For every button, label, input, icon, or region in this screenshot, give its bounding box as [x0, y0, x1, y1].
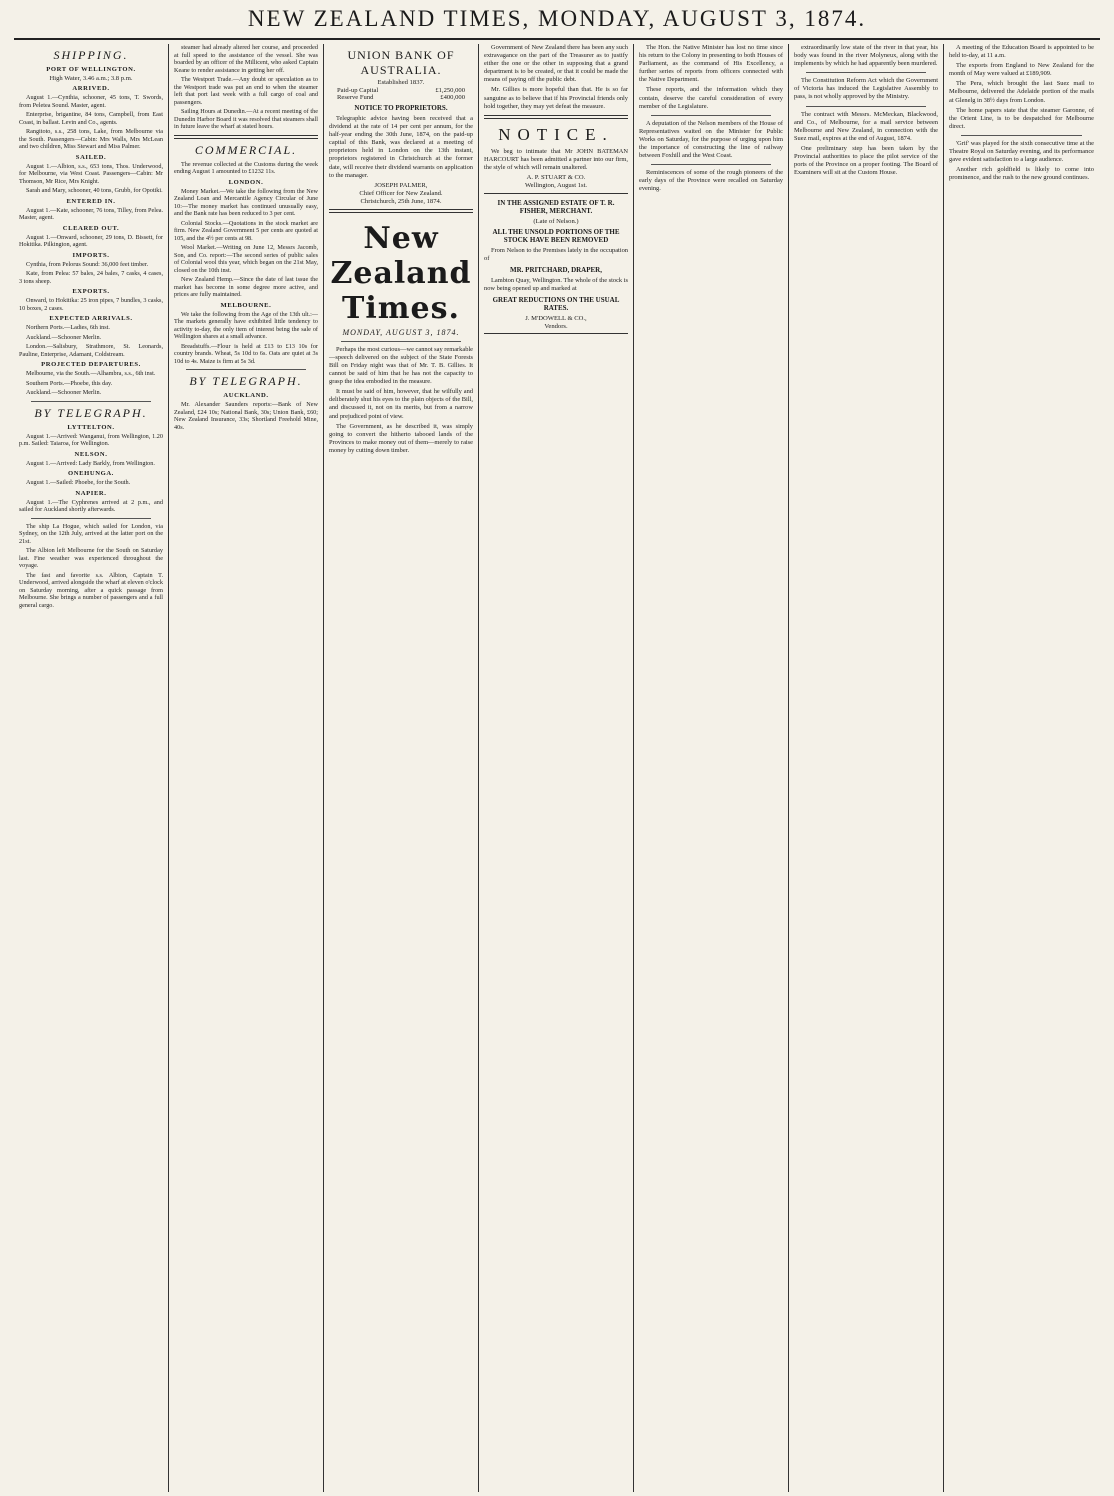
section-title: SHIPPING. [53, 48, 129, 62]
paragraph: Reminiscences of some of the rough pioneers of the early days of the Province were recalled on Saturday evening. [639, 169, 783, 193]
paragraph: Onward, to Hokitika: 25 iron pipes, 7 bundles, 3 casks, 10 boxes, 2 cases. [19, 297, 163, 312]
paragraph: August 1.—Kate, schooner, 76 tons, Tilley, from Pelea. Master, agent. [19, 206, 164, 221]
paragraph: It must be said of him, however, that he wilfully and deliberately shut his eyes to the plain objects of the Bill, and discussed it, not on its merits, but from a narrow and prejudiced point of view. [329, 388, 473, 420]
paragraph: The exports from England to New Zealand for the month of May were valued at £189,909. [949, 62, 1094, 78]
paragraph: Auckland.—Schooner Merlin. [26, 389, 102, 396]
notice-signature: A. P. STUART & CO. [526, 174, 586, 182]
paragraph: We beg to intimate that Mr JOHN BATEMAN HARCOURT has been admitted a partner into our firm, the style of which will remain unaltered. [484, 147, 628, 171]
paragraph: Wool Market.—Writing on June 12, Messrs Jacomb, Son, and Co. report:—The second series of public sales of Colonial wool this year, which began on the 21st May, closed on the 10th inst. [174, 244, 318, 274]
column-7 [944, 44, 1099, 1492]
paragraph: A meeting of the Education Board is appointed to be held to-day, at 11 a.m. [949, 44, 1094, 60]
capital-label: Paid-up Capital [337, 87, 379, 94]
paragraph: Money Market.—We take the following from the New Zealand Loan and Mercantile Agency Circular of June 10:—The money market has continued unusually easy, and the Bank rate has been reduced to 3 per cent. [174, 187, 318, 217]
header-rule [14, 38, 1100, 40]
paragraph: steamer had already altered her course, and proceeded at full speed to the assistance of the vessel. She was boarded by an officer of the Millicent, who asked Captain Keane to render assistance in getting her off. [174, 44, 318, 74]
paragraph: Melbourne, via the South.—Alhambra, s.s., 6th inst. [26, 370, 156, 377]
paragraph: These reports, and the information which they contain, deserve the careful consideration of every member of the Legislature. [639, 86, 783, 110]
divider [174, 135, 318, 139]
paragraph: August 1.—Sailed: Phoebe, for the South. [26, 479, 131, 486]
paragraph: The fast and favorite s.s. Albion, Captain T. Underwood, arrived alongside the wharf at eleven o'clock on Saturday morning, after a quick passage from Melbourne. She brings a number of passengers and a full general cargo. [19, 571, 163, 609]
subheading: ARRIVED. [72, 85, 110, 92]
paragraph: Sailing Hours at Dunedin.—At a recent meeting of the Dunedin Harbor Board it was resolved that steamers shall in future leave the wharf at stated hours. [174, 108, 318, 130]
bank-name: UNION BANK OF AUSTRALIA. [347, 48, 455, 77]
paragraph: One preliminary step has been taken by the Provincial authorities to place the pilot service of the ports of the Province on a proper footing. The Board of Examiners will sit at the Custom House. [794, 144, 938, 177]
signature-date: Christchurch, 25th June, 1874. [360, 197, 442, 205]
paragraph: A deputation of the Nelson members of the House of Representatives waited on the Minister for Public Works on Saturday, for the purpose of urging upon him the importance of constructing the line of railway between Foxhill and the West Coast. [639, 119, 783, 160]
section-title: COMMERCIAL. [194, 142, 298, 157]
column-5 [634, 44, 789, 1492]
notice-date: Wellington, August 1st. [524, 182, 588, 190]
subheading: EXPORTS. [72, 288, 110, 295]
place-heading: ONEHUNGA. [68, 470, 114, 477]
section-title: BY TELEGRAPH. [189, 374, 303, 388]
paragraph: 'Grif' was played for the sixth consecutive time at the Theatre Royal on Saturday evening, and its performance gave evident satisfaction to a large audience. [949, 139, 1094, 164]
divider [961, 135, 1082, 136]
paragraph: The revenue collected at the Customs during the week ending August 1 amounted to £1232 11s. [174, 160, 318, 175]
paragraph: Lambton Quay, Wellington. The whole of the stock is now being opened up and marked at [484, 277, 628, 293]
signature-title: Chief Officer for New Zealand. [359, 189, 443, 197]
column-2 [169, 44, 324, 1492]
paragraph: The home papers state that the steamer Garonne, of the Orient Line, is to be despatched for Melbourne direct. [949, 106, 1094, 130]
subheading: IMPORTS. [72, 251, 110, 259]
subheading: ENTERED IN. [66, 197, 116, 205]
dateline: MONDAY, AUGUST 3, 1874. [342, 327, 460, 337]
reserve-label: Reserve Fund [337, 94, 374, 101]
capital-value: £1,250,000 [435, 87, 465, 94]
divider [651, 164, 771, 165]
subheading: PORT OF WELLINGTON. [46, 66, 136, 73]
paragraph: The contract with Messrs. McMeckan, Blackwood, and Co., of Melbourne, for a mail service between Melbourne and New Zealand, in connection with the Suez mail, expires at the end of August, 1874. [794, 110, 938, 142]
divider [329, 209, 473, 213]
estate-role: Vendors. [544, 323, 568, 331]
divider [341, 341, 461, 342]
estate-title: IN THE ASSIGNED ESTATE OF T. R. FISHER, MERCHANT. [497, 199, 615, 216]
paragraph: The ship La Hogue, which sailed for London, via Sydney, on the 12th July, arrived at the latter port on the 21st. [19, 522, 163, 545]
paragraph: The Albion left Melbourne for the South on Saturday last. Fine weather was experienced throughout the voyage. [19, 547, 163, 569]
signature: JOSEPH PALMER, [374, 181, 428, 189]
subheading: CLEARED OUT. [62, 224, 120, 232]
place-heading: LYTTELTON. [67, 423, 115, 431]
column-6 [789, 44, 944, 1492]
paragraph: Sarah and Mary, schooner, 40 tons, Grubb, for Opotiki. [26, 187, 163, 194]
established: Established 1837. [377, 79, 425, 86]
paragraph: August 1.—Cynthia, schooner, 45 tons, T. Swords, from Peletea Sound. Master, agent. [19, 94, 163, 109]
paragraph: August 1.—Arrived: Lady Barkly, from Wellington. [26, 459, 155, 467]
divider [806, 72, 926, 73]
subheading: PROJECTED DEPARTURES. [41, 361, 141, 368]
paragraph: Auckland.—Schooner Merlin. [26, 333, 102, 341]
paragraph: extraordinarily low state of the river in that year, his body was found in the river Molyneux, along with the implements by which he had apparently been murdered. [794, 44, 938, 68]
paragraph: Rangitoto, s.s., 258 tons, Lake, from Melbourne via the South. Passengers—Cabin: Mrs Walls, Mrs McLean and two children, Miss Stewart and Miss Palmer. [19, 128, 163, 150]
paragraph: Government of New Zealand there has been any such extravagance on the part of the Treasurer as to justify either the one or the other in supposing that a grand department is to be created, or that it could be made the means of paying off the public debt. [484, 44, 628, 84]
paragraph: The Pera, which brought the last Suez mail to Melbourne, delivered the Adelaide portion of the mails at Glenelg in 38½ days from London. [949, 80, 1094, 104]
paragraph: Breadstuffs.—Flour is held at £13 to £13 10s for country brands. Wheat, 5s 10d to 6s. Oats are quiet at 3s 10d to 4s. Maize is firm at 5s 3d. [174, 342, 318, 365]
paragraph: Enterprise, brigantine, 84 tons, Campbell, from East Coast, in ballast. Levin and Co., agents. [19, 111, 163, 126]
paragraph: Telegraphic advice having been received that a dividend at the rate of 14 per cent per annum, for the half-year ending the 30th June, 1874, on the paid-up capital of this Bank, was declared at a meeting of proprietors held in London on the 13th instant, proprietors registered in Christchurch at the former date, will receive their dividend warrants on application to the manager. [329, 115, 473, 179]
divider [484, 115, 628, 119]
place-heading: MELBOURNE. [220, 301, 272, 309]
section-title: BY TELEGRAPH. [34, 405, 148, 420]
reserve-row [337, 94, 465, 101]
paragraph: August 1.—Arrived: Wanganui, from Wellington, 1.20 p.m. Sailed: Taiaroa, for Wellington. [19, 432, 163, 447]
paragraph: August 1.—Onward, schooner, 29 tons, D. Bissett, for Hokitika. Pilkington, agent. [19, 233, 163, 248]
estate-signature: J. M'DOWELL & CO., [525, 315, 587, 323]
estate-advertisement [484, 193, 628, 334]
reserve-value: £400,000 [440, 94, 465, 101]
notice-heading: NOTICE. [498, 124, 614, 144]
place-heading: AUCKLAND. [223, 392, 269, 399]
paragraph: From Nelson to the Premises lately in the occupation of [484, 247, 628, 263]
place-heading: LONDON. [228, 178, 264, 186]
paragraph: Northern Ports.—Ladies, 6th inst. [26, 324, 110, 331]
paragraph: We take the following from the Age of the 13th ult.:—The markets generally have exhibited little tendency to activity to-day, the only item of interest being the sale of Wellington shares at a small advance. [174, 310, 318, 340]
paragraph: The Government, as he described it, was simply going to convert the hitherto tabooed lands of the Provinces to make money out of them—merely to raise money by cutting down timber. [329, 422, 473, 454]
divider [31, 401, 151, 402]
paragraph: The Westport Trade.—Any doubt or speculation as to the Westport trade was put an end to when the steamer left that port last week with a full cargo of coal and passengers. [174, 76, 318, 106]
estate-place: (Late of Nelson.) [533, 218, 579, 226]
column-4 [479, 44, 634, 1492]
paragraph: Southern Ports.—Phoebe, this day. [26, 379, 113, 387]
reductions: GREAT REDUCTIONS ON THE USUAL RATES. [492, 296, 620, 313]
paragraph: London.—Salisbury, Strathmore, St. Leonards, Pauline, Enterprise, Adamant, Coldstream. [19, 343, 163, 358]
paragraph: Perhaps the most curious—we cannot say remarkable—speech delivered on the subject of the State Forests Bill on Friday night was that of Mr. T. B. Gillies. It cannot be said of him that he has not the capacity to grasp the idea embodied in the measure. [329, 345, 474, 386]
place-heading: NAPIER. [75, 489, 107, 497]
divider [651, 115, 771, 116]
paragraph: New Zealand Hemp.—Since the date of last issue the market has become in some degree more active, and prices are fully maintained. [174, 276, 318, 298]
paragraph: August 1.—The Cyphrenes arrived at 2 p.m., and sailed for Auckland shortly afterwards. [19, 498, 163, 513]
notice-title: NOTICE TO PROPRIETORS. [354, 104, 448, 112]
pritchard-name: MR. PRITCHARD, DRAPER, [510, 266, 602, 275]
paragraph: The Hon. the Native Minister has lost no time since his return to the Colony in presenting to both Houses of Parliament, as the command of His Excellency, a further series of reports from officers connected with the Native Department. [639, 44, 783, 84]
column-1 [14, 44, 169, 1492]
paragraph: Mr. Alexander Saunders reports:—Bank of New Zealand, £24 10s; National Bank, 30s; Union Bank, £60; New Zealand Insurance, 33s; Shortland Freehold Mine, 40s. [174, 401, 318, 431]
newspaper-masthead: New Zealand Times. [330, 220, 472, 326]
paragraph: Kate, from Pelea: 57 bales, 24 bales, 7 casks, 4 cases, 3 tons sheep. [19, 270, 163, 285]
paragraph: The Constitution Reform Act which the Government of Victoria has induced the Legislative Assembly to pass, is not wholly approved by the Ministry. [794, 77, 938, 101]
paragraph: Another rich goldfield is likely to come into prominence, and the rush to the new ground continues. [949, 166, 1094, 182]
paragraph: August 1.—Albion, s.s., 653 tons, Thos. Underwood, for Melbourne, via West Coast. Passengers—Cabin: Mr Thomson, Mr Rice, Mrs Knight. [19, 162, 163, 185]
high-water: High Water, 3.46 a.m.; 3.8 p.m. [49, 75, 133, 82]
divider [806, 106, 926, 107]
masthead-line: NEW ZEALAND TIMES, MONDAY, AUGUST 3, 1874. [247, 6, 867, 31]
place-heading: NELSON. [74, 450, 108, 458]
unsold-title: ALL THE UNSOLD PORTIONS OF THE STOCK HAVE BEEN REMOVED [492, 228, 620, 245]
subheading: SAILED. [75, 153, 107, 161]
paragraph: Colonial Stocks.—Quotations in the stock market are firm. New Zealand Government 5 per cents are quoted at 105, and the 4½ per cents at 98. [174, 219, 318, 242]
paragraph: Cynthia, from Pelorus Sound: 36,000 feet timber. [26, 260, 149, 268]
paragraph: Mr. Gillies is more hopeful than that. He is so far sanguine as to believe that if his Provincial friends only hold together, they may yet defeat the measure. [484, 86, 628, 110]
divider [186, 369, 306, 370]
newspaper-header [0, 6, 1114, 32]
subheading: EXPECTED ARRIVALS. [49, 315, 133, 322]
page-columns [14, 44, 1100, 1492]
capital-row [337, 87, 465, 94]
column-3 [324, 44, 479, 1492]
divider [31, 518, 151, 519]
